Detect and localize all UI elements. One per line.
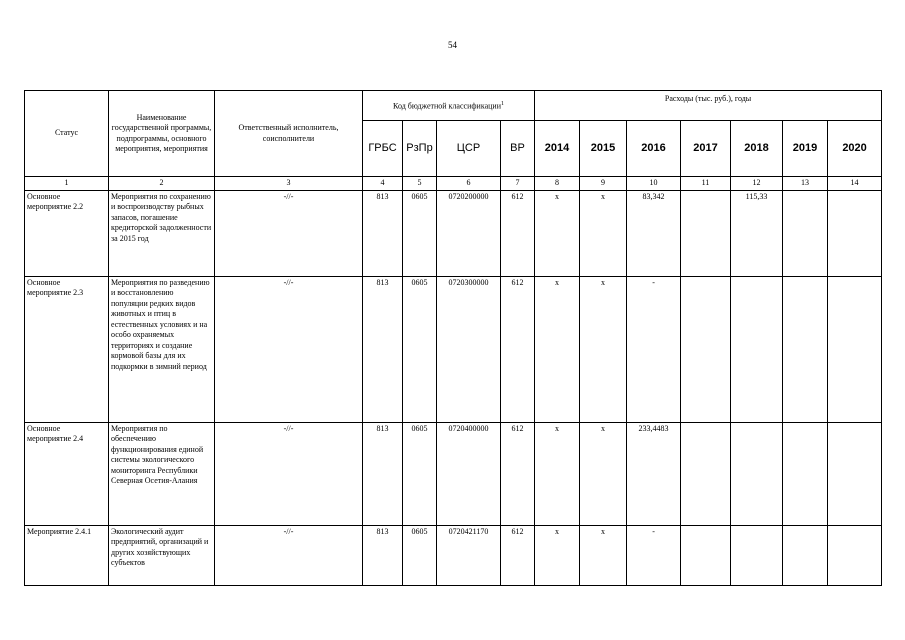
year-2019-cell bbox=[783, 190, 828, 276]
year-2020-cell bbox=[828, 422, 882, 525]
year-2015-cell: x bbox=[580, 276, 627, 422]
header-csr: ЦСР bbox=[437, 121, 501, 177]
year-2015-cell: x bbox=[580, 422, 627, 525]
column-number: 5 bbox=[403, 177, 437, 191]
year-2020-cell bbox=[828, 276, 882, 422]
table-row bbox=[25, 276, 882, 422]
column-number: 11 bbox=[681, 177, 731, 191]
header-year-2017: 2017 bbox=[681, 121, 731, 177]
budget-table bbox=[24, 90, 882, 586]
year-2016-cell: - bbox=[627, 525, 681, 585]
csr-cell: 0720421170 bbox=[437, 525, 501, 585]
year-2018-cell bbox=[731, 276, 783, 422]
header-year-2020: 2020 bbox=[828, 121, 882, 177]
table-row bbox=[25, 190, 882, 276]
year-2014-cell: x bbox=[535, 276, 580, 422]
column-number: 1 bbox=[25, 177, 109, 191]
year-2016-cell: 83,342 bbox=[627, 190, 681, 276]
year-2017-cell bbox=[681, 190, 731, 276]
footnote-marker: 1 bbox=[501, 100, 504, 107]
vr-cell: 612 bbox=[501, 276, 535, 422]
year-2015-cell: x bbox=[580, 525, 627, 585]
vr-cell: 612 bbox=[501, 422, 535, 525]
executor-cell: -//- bbox=[215, 422, 363, 525]
column-number: 10 bbox=[627, 177, 681, 191]
header-expenses: Расходы (тыс. руб.), годы bbox=[535, 91, 882, 121]
header-year-2016: 2016 bbox=[627, 121, 681, 177]
table-row bbox=[25, 422, 882, 525]
rzpr-cell: 0605 bbox=[403, 525, 437, 585]
year-2019-cell bbox=[783, 422, 828, 525]
column-number: 6 bbox=[437, 177, 501, 191]
header-vr: ВР bbox=[501, 121, 535, 177]
name-cell: Экологический аудит предприятий, организаций и других хозяйствующих субъектов bbox=[109, 525, 215, 585]
year-2014-cell: x bbox=[535, 190, 580, 276]
year-2017-cell bbox=[681, 422, 731, 525]
column-number: 14 bbox=[828, 177, 882, 191]
column-number: 12 bbox=[731, 177, 783, 191]
column-number: 7 bbox=[501, 177, 535, 191]
year-2014-cell: x bbox=[535, 422, 580, 525]
column-number-row bbox=[25, 177, 882, 191]
year-2020-cell bbox=[828, 525, 882, 585]
year-2016-cell: 233,4483 bbox=[627, 422, 681, 525]
header-budget-code-text: Код бюджетной классификации bbox=[393, 101, 501, 111]
status-cell: Мероприятие 2.4.1 bbox=[25, 525, 109, 585]
header-budget-code bbox=[363, 91, 535, 121]
year-2018-cell: 115,33 bbox=[731, 190, 783, 276]
grbs-cell: 813 bbox=[363, 190, 403, 276]
table-row bbox=[25, 525, 882, 585]
column-number: 4 bbox=[363, 177, 403, 191]
name-cell: Мероприятия по сохранению и воспроизводству рыбных запасов, погашение кредиторской задолженности за 2015 год bbox=[109, 190, 215, 276]
csr-cell: 0720400000 bbox=[437, 422, 501, 525]
column-number: 8 bbox=[535, 177, 580, 191]
executor-cell: -//- bbox=[215, 525, 363, 585]
status-cell: Основное мероприятие 2.2 bbox=[25, 190, 109, 276]
header-year-2015: 2015 bbox=[580, 121, 627, 177]
executor-cell: -//- bbox=[215, 190, 363, 276]
rzpr-cell: 0605 bbox=[403, 422, 437, 525]
year-2019-cell bbox=[783, 276, 828, 422]
header-year-2014: 2014 bbox=[535, 121, 580, 177]
status-cell: Основное мероприятие 2.4 bbox=[25, 422, 109, 525]
grbs-cell: 813 bbox=[363, 422, 403, 525]
header-year-2019: 2019 bbox=[783, 121, 828, 177]
year-2014-cell: x bbox=[535, 525, 580, 585]
year-2018-cell bbox=[731, 422, 783, 525]
column-number: 13 bbox=[783, 177, 828, 191]
name-cell: Мероприятия по обеспечению функционирования единой системы экологического мониторинга Республики Северная Осетия-Алания bbox=[109, 422, 215, 525]
page-number: 54 bbox=[448, 40, 457, 50]
year-2019-cell bbox=[783, 525, 828, 585]
vr-cell: 612 bbox=[501, 525, 535, 585]
column-number: 3 bbox=[215, 177, 363, 191]
header-year-2018: 2018 bbox=[731, 121, 783, 177]
grbs-cell: 813 bbox=[363, 525, 403, 585]
rzpr-cell: 0605 bbox=[403, 276, 437, 422]
year-2018-cell bbox=[731, 525, 783, 585]
header-status: Статус bbox=[25, 91, 109, 177]
header-executor: Ответственный исполнитель, соисполнители bbox=[215, 91, 363, 177]
year-2017-cell bbox=[681, 525, 731, 585]
header-rzpr: РзПр bbox=[403, 121, 437, 177]
year-2015-cell: x bbox=[580, 190, 627, 276]
header-grbs: ГРБС bbox=[363, 121, 403, 177]
year-2016-cell: - bbox=[627, 276, 681, 422]
year-2020-cell bbox=[828, 190, 882, 276]
vr-cell: 612 bbox=[501, 190, 535, 276]
csr-cell: 0720300000 bbox=[437, 276, 501, 422]
column-number: 9 bbox=[580, 177, 627, 191]
year-2017-cell bbox=[681, 276, 731, 422]
column-number: 2 bbox=[109, 177, 215, 191]
header-name: Наименование государственной программы, подпрограммы, основного мероприятия, мероприятия bbox=[109, 91, 215, 177]
executor-cell: -//- bbox=[215, 276, 363, 422]
csr-cell: 0720200000 bbox=[437, 190, 501, 276]
rzpr-cell: 0605 bbox=[403, 190, 437, 276]
grbs-cell: 813 bbox=[363, 276, 403, 422]
name-cell: Мероприятия по разведению и восстановлению популяции редких видов животных и птиц в естественных условиях и на особо охраняемых территориях и создание кормовой базы для их подкормки в зимний период bbox=[109, 276, 215, 422]
status-cell: Основное мероприятие 2.3 bbox=[25, 276, 109, 422]
